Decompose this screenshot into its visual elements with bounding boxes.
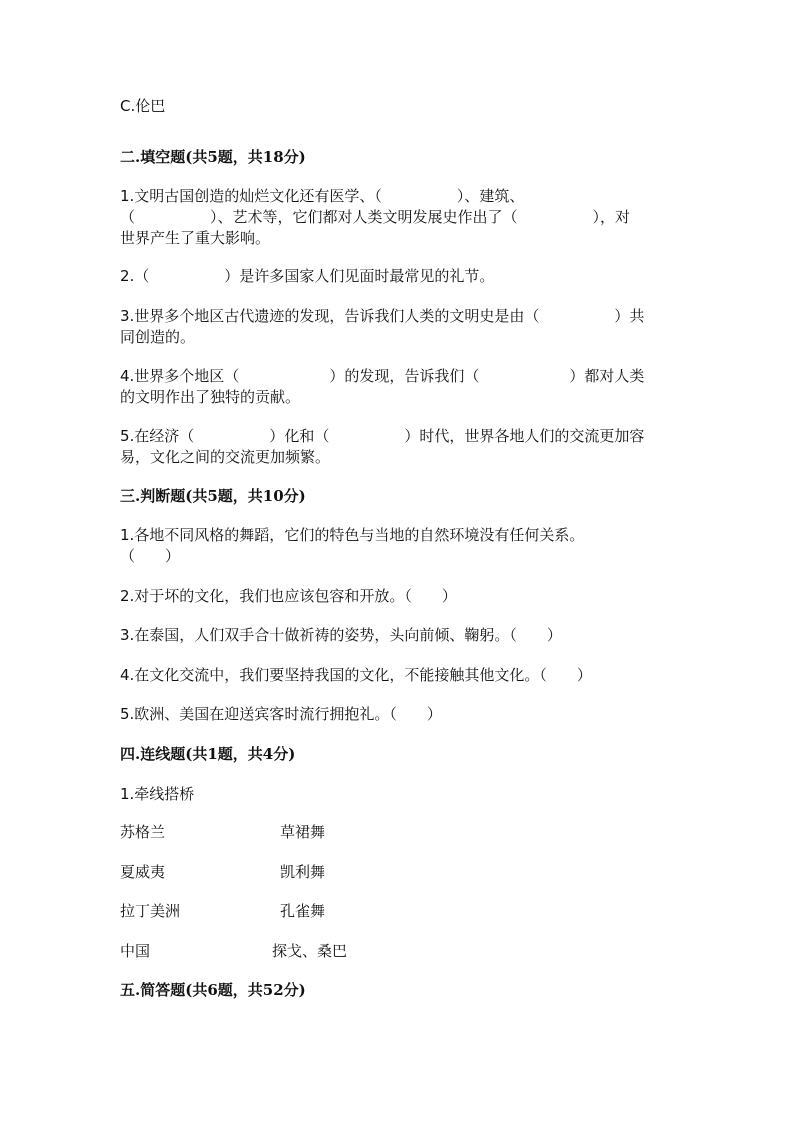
section-3-title: 三.判断题(共5题，共10分)	[120, 487, 306, 505]
match-right-item: 凯利舞	[280, 863, 326, 881]
section-2-q3-line2: 同创造的。	[120, 328, 196, 346]
section-5-title: 五.简答题(共6题，共52分)	[120, 981, 306, 999]
section-3-q2: 2.对于坏的文化，我们也应该包容和开放。（ ）	[120, 587, 457, 605]
section-4-q1-title: 1.牵线搭桥	[120, 785, 195, 803]
section-4-title: 四.连线题(共1题，共4分)	[120, 745, 296, 763]
section-2-q1-line1: 1.文明古国创造的灿烂文化还有医学、（ ）、建筑、	[120, 187, 525, 205]
section-2-q2: 2.（ ）是许多国家人们见面时最常见的礼节。	[120, 267, 495, 285]
section-3-q1-line1: 1.各地不同风格的舞蹈，它们的特色与当地的自然环境没有任何关系。	[120, 526, 585, 544]
section-3-q1-line2: （ ）	[120, 547, 181, 565]
section-3-q4: 4.在文化交流中，我们要坚持我国的文化，不能接触其他文化。（ ）	[120, 666, 592, 684]
match-right-item: 孔雀舞	[280, 902, 326, 920]
section-2-q3-line1: 3.世界多个地区古代遗迹的发现，告诉我们人类的文明史是由（ ）共	[120, 307, 645, 325]
match-left-item: 苏格兰	[120, 823, 166, 841]
section-2-q1-line2: （ ）、艺术等，它们都对人类文明发展史作出了（ ），对	[120, 208, 631, 226]
section-3-q5: 5.欧洲、美国在迎送宾客时流行拥抱礼。（ ）	[120, 705, 442, 723]
section-2-q1-line3: 世界产生了重大影响。	[120, 229, 271, 247]
match-right-item: 草裙舞	[280, 823, 326, 841]
section-2-q5-line1: 5.在经济（ ）化和（ ）时代，世界各地人们的交流更加容	[120, 427, 645, 445]
match-left-item: 拉丁美洲	[120, 902, 181, 920]
section-2-title: 二.填空题(共5题，共18分)	[120, 148, 306, 166]
match-right-item: 探戈、桑巴	[272, 942, 348, 960]
section-2-q4-line2: 的文明作出了独特的贡献。	[120, 388, 301, 406]
match-left-item: 夏威夷	[120, 863, 166, 881]
section-2-q5-line2: 易，文化之间的交流更加频繁。	[120, 448, 331, 466]
match-left-item: 中国	[120, 942, 151, 960]
section-2-q4-line1: 4.世界多个地区（ ）的发现，告诉我们（ ）都对人类	[120, 367, 645, 385]
section-3-q3: 3.在泰国，人们双手合十做祈祷的姿势，头向前倾、鞠躬。（ ）	[120, 626, 562, 644]
option-c: C.伦巴	[120, 97, 166, 115]
